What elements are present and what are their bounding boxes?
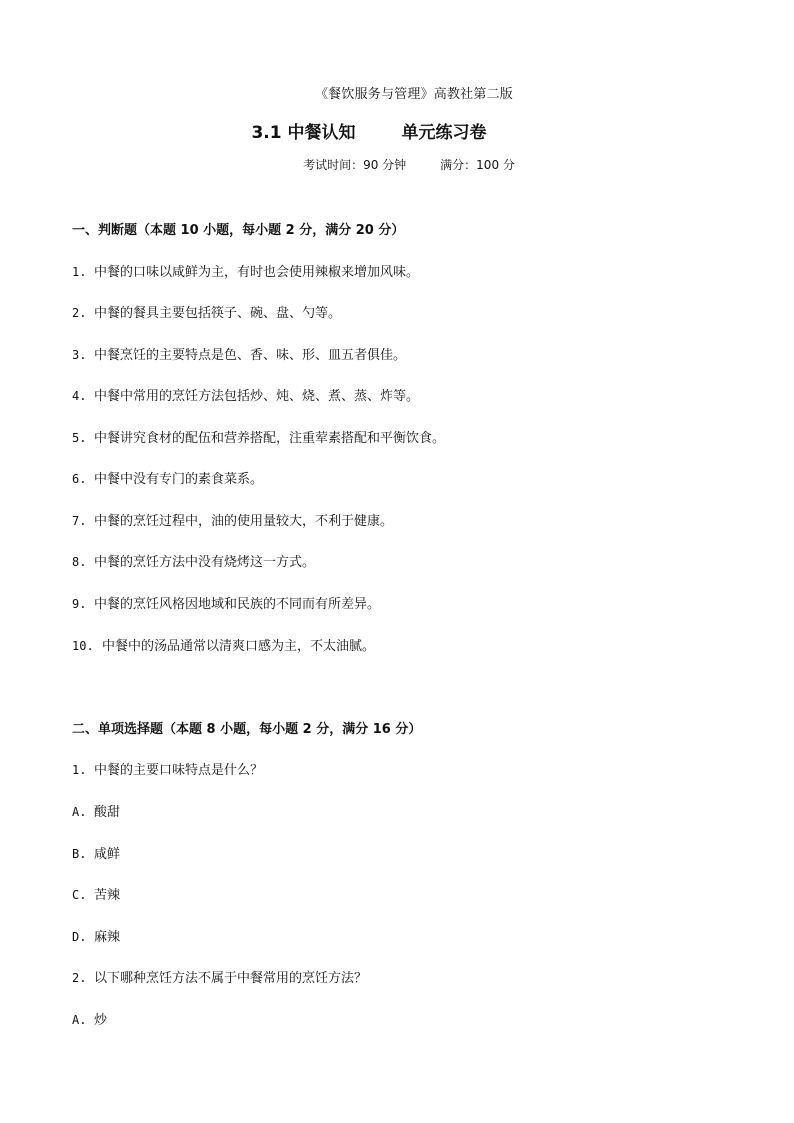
question-item (72, 302, 341, 321)
question-number: 6. (72, 472, 87, 486)
question-number: 1. (72, 763, 87, 777)
question-number: 7. (72, 514, 87, 528)
question-item (72, 551, 315, 570)
book-title: 《餐饮服务与管理》高教社第二版 (314, 87, 513, 102)
question-number: 5. (72, 431, 87, 445)
question-number: 2. (72, 971, 87, 985)
exam-score: 满分：100 分 (440, 158, 515, 172)
question-text: 中餐中没有专门的素食菜系。 (94, 472, 264, 487)
question-text: 以下哪种烹饪方法不属于中餐常用的烹饪方法？ (94, 971, 368, 986)
option-letter: B. (72, 847, 87, 861)
option-letter: A. (72, 1013, 87, 1027)
question-number: 2. (72, 306, 87, 320)
exam-title-chapter: 3.1 中餐认知 (251, 123, 356, 143)
question-item (72, 759, 263, 778)
question-item (72, 635, 375, 654)
question-text: 中餐烹饪的主要特点是色、香、味、形、皿五者俱佳。 (94, 348, 407, 363)
question-item (72, 344, 406, 363)
question-item (72, 593, 380, 612)
option-item (72, 884, 120, 903)
option-text: 炒 (94, 1013, 108, 1028)
option-item (72, 843, 120, 862)
question-number: 9. (72, 597, 87, 611)
exam-time: 考试时间：90 分钟 (303, 158, 407, 172)
question-text: 中餐中常用的烹饪方法包括炒、炖、烧、煮、蒸、炸等。 (94, 389, 420, 404)
option-text: 麻辣 (94, 930, 121, 945)
question-text: 中餐的烹饪过程中，油的使用量较大，不利于健康。 (94, 514, 394, 529)
question-item (72, 468, 263, 487)
section-heading-single-choice: 二、单项选择题（本题 8 小题，每小题 2 分，满分 16 分） (72, 722, 422, 737)
question-number: 1. (72, 265, 87, 279)
option-letter: A. (72, 805, 87, 819)
option-letter: C. (72, 888, 87, 902)
exam-meta (0, 156, 794, 173)
option-text: 苦辣 (94, 888, 121, 903)
question-item (72, 385, 419, 404)
question-text: 中餐的口味以咸鲜为主，有时也会使用辣椒来增加风味。 (94, 265, 420, 280)
question-number: 4. (72, 389, 87, 403)
option-item (72, 801, 120, 820)
option-letter: D. (72, 930, 87, 944)
question-item (72, 510, 393, 529)
question-item (72, 967, 367, 986)
question-text: 中餐的烹饪风格因地域和民族的不同而有所差异。 (94, 597, 381, 612)
option-item (72, 1009, 107, 1028)
question-item (72, 261, 419, 280)
option-text: 酸甜 (94, 805, 121, 820)
question-text: 中餐的烹饪方法中没有烧烤这一方式。 (94, 555, 316, 570)
exam-title (0, 118, 738, 143)
question-text: 中餐讲究食材的配伍和营养搭配，注重荤素搭配和平衡饮食。 (94, 431, 446, 446)
question-number: 10. (72, 639, 94, 653)
question-number: 3. (72, 348, 87, 362)
question-text: 中餐的主要口味特点是什么？ (94, 763, 264, 778)
question-text: 中餐中的汤品通常以清爽口感为主，不太油腻。 (102, 639, 376, 654)
section-heading-true-false: 一、判断题（本题 10 小题，每小题 2 分，满分 20 分） (72, 223, 405, 238)
question-number: 8. (72, 555, 87, 569)
option-item (72, 926, 120, 945)
option-text: 咸鲜 (94, 847, 121, 862)
question-text: 中餐的餐具主要包括筷子、碗、盘、勺等。 (94, 306, 342, 321)
exam-title-name: 单元练习卷 (401, 123, 487, 143)
question-item (72, 427, 445, 446)
